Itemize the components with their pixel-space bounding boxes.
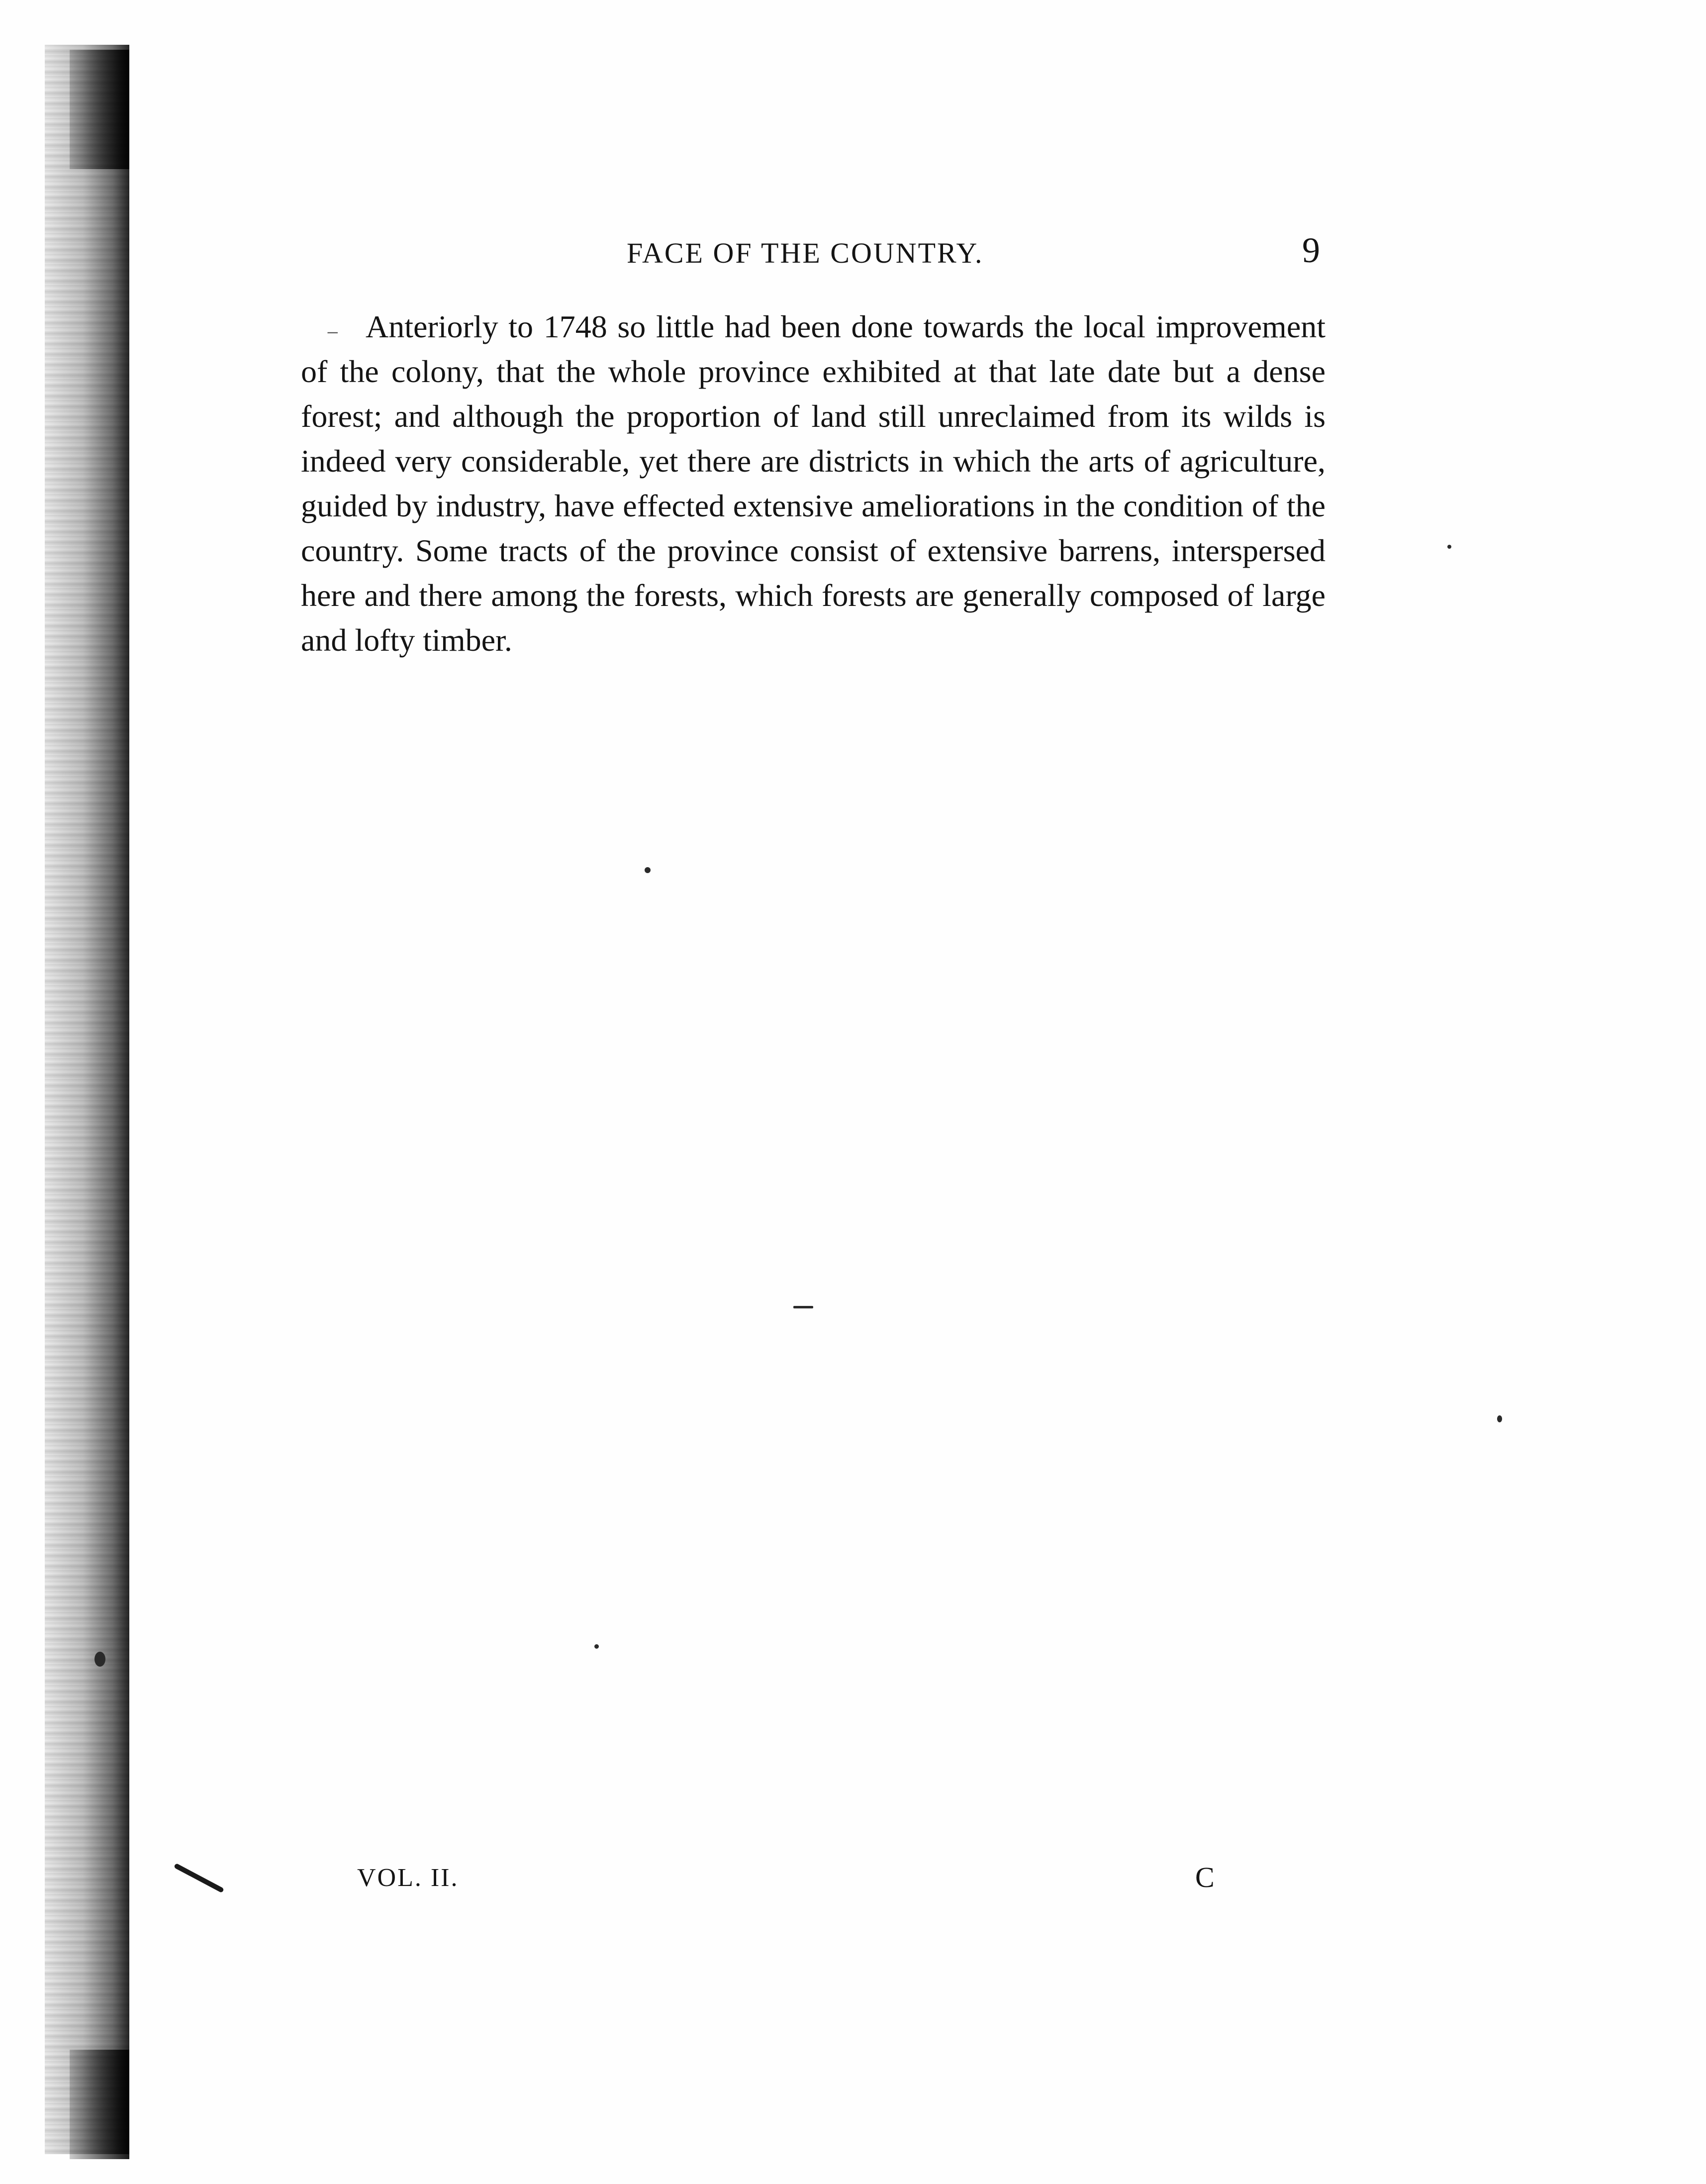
ink-mark: ⁻ <box>326 323 340 352</box>
body-paragraph-text: Anteriorly to 1748 so little had been done towards the local improvement of the colony, that the whole province exhibited at that late date but a dense forest; and although the proportion of land still unreclaimed from its wilds is indeed very considerable, yet there are districts in which the arts of agriculture, guided by industry, have effected extensive ameliorations in the condition of the country. Some tracts of the province consist of extensive barrens, interspersed here and there among the forests, which forests are generally composed of large and lofty timber. <box>301 309 1326 658</box>
ink-speck <box>793 1306 813 1308</box>
ink-speck <box>95 1652 105 1667</box>
ink-speck <box>645 867 651 873</box>
signature-mark: C <box>1195 1861 1215 1893</box>
ink-speck <box>1447 545 1451 549</box>
page-number: 9 <box>1302 230 1320 270</box>
running-head: FACE OF THE COUNTRY. <box>627 237 984 269</box>
page-gutter-shadow <box>45 45 129 2154</box>
gutter-shadow-top <box>70 50 129 169</box>
ink-speck <box>594 1644 599 1649</box>
ink-stroke <box>174 1863 224 1893</box>
body-paragraph <box>301 304 1326 663</box>
volume-footer: VOL. II. <box>357 1864 459 1892</box>
ink-speck <box>1497 1415 1502 1422</box>
gutter-shadow-bottom <box>70 2050 129 2159</box>
